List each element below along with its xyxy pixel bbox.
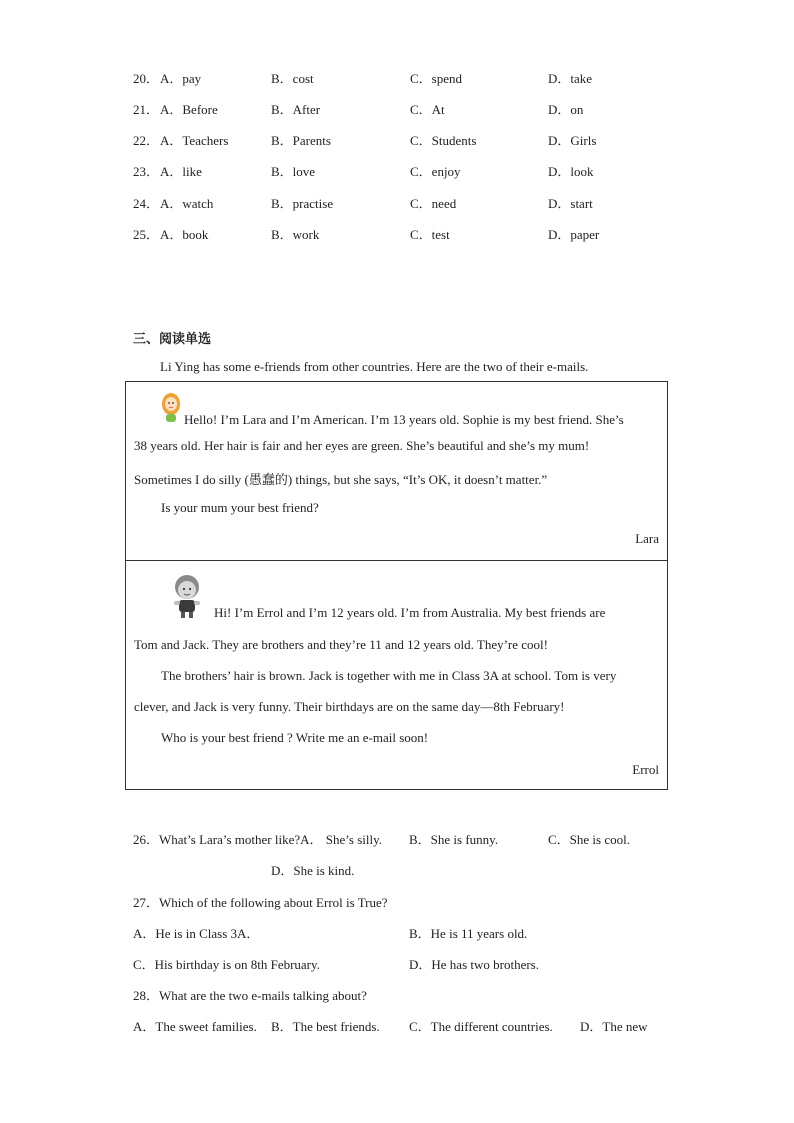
question-number: 21．: [133, 102, 160, 117]
email-text-line: Hello! I’m Lara and I’m American. I’m 13 years old. Sophie is my best friend. She’s: [184, 412, 624, 427]
question-number: 20．: [133, 71, 160, 86]
email-signature: Lara: [635, 531, 659, 546]
option-d: D．on: [548, 102, 584, 117]
option-b: B．She is funny.: [409, 832, 499, 847]
option-a: A．Teachers: [160, 133, 229, 148]
email-text-line: Is your mum your best friend?: [161, 500, 319, 515]
option-c: C．She is cool.: [548, 832, 630, 847]
option-d: D．She is kind.: [271, 863, 355, 878]
email-errol: [125, 560, 668, 790]
question-row: [0, 99, 794, 119]
question-row: [0, 161, 794, 181]
option-c: C．test: [410, 227, 450, 242]
question-stem: 27．Which of the following about Errol is True?: [133, 895, 388, 910]
email-text-line: clever, and Jack is very funny. Their birthdays are on the same day—8th February!: [134, 699, 565, 714]
option-a: A．He is in Class 3A．: [133, 926, 260, 941]
question-number: 23．: [133, 164, 160, 179]
girl-avatar-icon: [159, 391, 183, 425]
option-d: D．start: [548, 196, 593, 211]
option-b: B．Parents: [271, 133, 331, 148]
option-c: C．need: [410, 196, 457, 211]
question-row: [0, 130, 794, 150]
option-a: A．watch: [160, 196, 214, 211]
option-a: A．book: [160, 227, 209, 242]
option-c: C．His birthday is on 8th February.: [133, 957, 320, 972]
option-c: C．spend: [410, 71, 463, 86]
email-text-line: Hi! I’m Errol and I’m 12 years old. I’m from Australia. My best friends are: [214, 605, 606, 620]
email-text-line: Tom and Jack. They are brothers and they’re 11 and 12 years old. They’re cool!: [134, 637, 548, 652]
question-number: 22．: [133, 133, 160, 148]
option-b: B．cost: [271, 71, 314, 86]
email-text-line: The brothers’ hair is brown. Jack is together with me in Class 3A at school. Tom is very: [161, 668, 617, 683]
section-intro: Li Ying has some e-friends from other countries. Here are the two of their e-mails.: [160, 359, 589, 374]
option-d: D．take: [548, 71, 593, 86]
option-a: A．pay: [160, 71, 202, 86]
question-stem: 26．What’s Lara’s mother like?A． She’s silly.: [133, 832, 382, 847]
question-row: [0, 224, 794, 244]
option-b: B．He is 11 years old.: [409, 926, 528, 941]
option-d: D．He has two brothers.: [409, 957, 539, 972]
option-c: C．At: [410, 102, 445, 117]
email-text-line: Sometimes I do silly (愚蠢的) things, but she says, “It’s OK, it doesn’t matter.”: [134, 472, 548, 487]
option-d: D．paper: [548, 227, 600, 242]
option-b: B．love: [271, 164, 316, 179]
email-text-line: 38 years old. Her hair is fair and her eyes are green. She’s beautiful and she’s my mum!: [134, 438, 590, 453]
option-d: D．Girls: [548, 133, 597, 148]
section-title: 三、阅读单选: [133, 332, 212, 347]
option-d: D．The new: [580, 1019, 648, 1034]
option-b: B．work: [271, 227, 320, 242]
option-c: C．enjoy: [410, 164, 461, 179]
option-c: C．Students: [410, 133, 477, 148]
option-b: B．After: [271, 102, 321, 117]
option-b: B．The best friends.: [271, 1019, 380, 1034]
question-number: 24．: [133, 196, 160, 211]
option-c: C．The different countries.: [409, 1019, 553, 1034]
question-row: [0, 68, 794, 88]
email-signature: Errol: [632, 762, 659, 777]
email-text-line: Who is your best friend ? Write me an e-mail soon!: [161, 730, 429, 745]
question-row: [0, 193, 794, 213]
option-a: A．Before: [160, 102, 218, 117]
option-a: A．The sweet families.: [133, 1019, 257, 1034]
option-a: A．like: [160, 164, 202, 179]
option-b: B．practise: [271, 196, 334, 211]
option-d: D．look: [548, 164, 594, 179]
boy-avatar-icon: [170, 573, 204, 619]
question-number: 25．: [133, 227, 160, 242]
question-stem: 28．What are the two e-mails talking about?: [133, 988, 367, 1003]
email-lara: [125, 381, 668, 561]
